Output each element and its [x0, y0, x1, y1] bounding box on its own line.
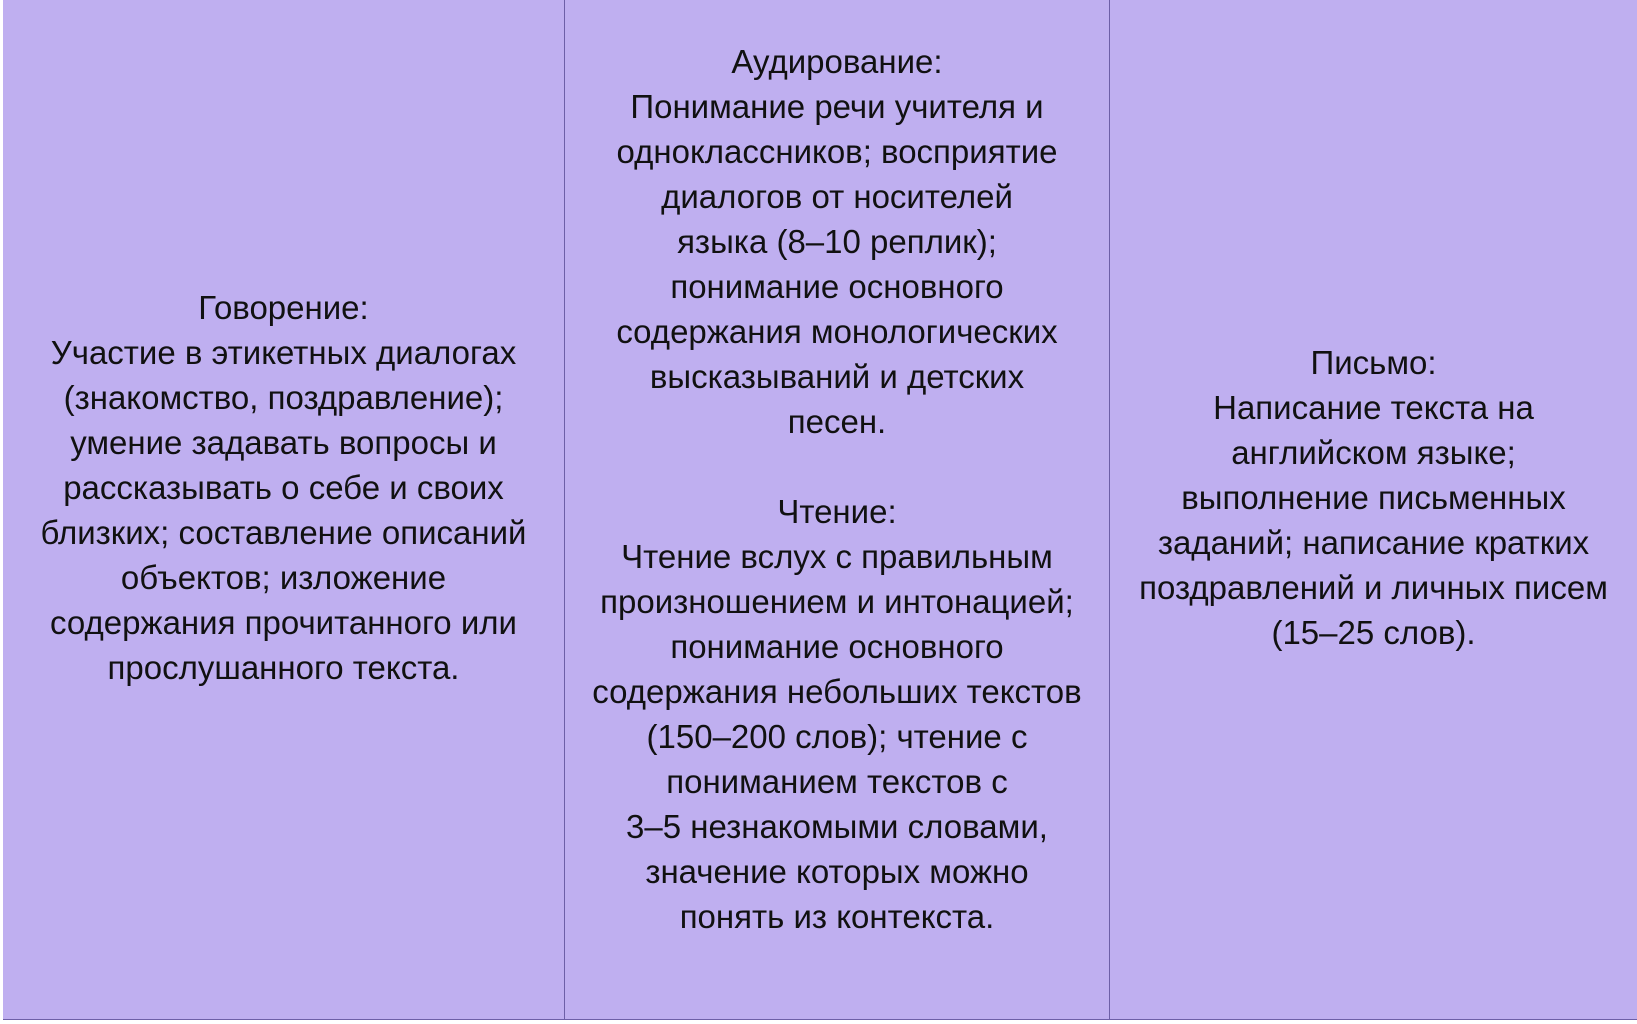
speaking-column — [3, 0, 564, 1019]
skills-table — [3, 0, 1637, 1020]
writing-text: Письмо: Написание текста на английском языке; выполнение письменных заданий; написание кратких поздравлений и личных писем (15–25 слов). — [1139, 344, 1608, 651]
writing-column — [1109, 0, 1637, 1019]
listening-reading-text: Аудирование: Понимание речи учителя и одноклассников; восприятие диалогов от носителей языка (8–10 реплик); понимание основного содержания монологических высказываний и детских песен. Чтение: Чтение вслух с правильным произношением и интонацией; понимание основного содержания небольших текстов (150–200 слов); чтение с пониманием текстов с 3–5 незнакомыми словами, значение которых можно понять из контекста. — [592, 42, 1082, 935]
listening-reading-column — [564, 0, 1109, 1019]
speaking-text: Говорение: Участие в этикетных диалогах (знакомство, поздравление); умение задавать вопросы и рассказывать о себе и своих близких; составление описаний объектов; изложение содержания прочитанного или прослушанного текста. — [40, 289, 527, 686]
